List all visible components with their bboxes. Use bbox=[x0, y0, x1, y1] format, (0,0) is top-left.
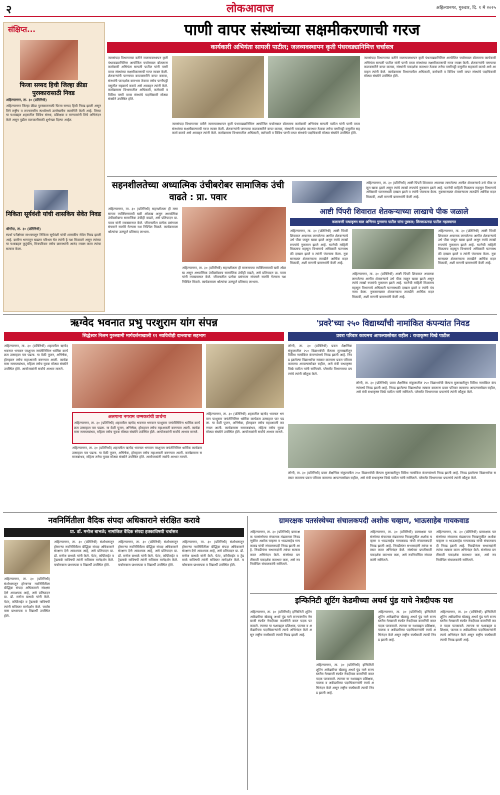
pravara-photo-group bbox=[288, 424, 496, 468]
page-number: २ bbox=[6, 3, 12, 16]
sidebar-photo-2 bbox=[34, 190, 68, 210]
ashti-photo bbox=[352, 229, 434, 269]
rigveda-body-3: अहिल्यानगर, ता. ३० (प्रतिनिधी) शहरातील ऋग्वेद भवनात भगवान परशुराम जयंतीनिमित्त धार्मिक कार्यक्रम उत्साहात पार पडला. या वेळी पूजन, अभिषेक, होमहवन तसेच महाआरती करण्यात आली. कार्यक्रमास समाजबांधव, महिला तसेच युवक मोठ्या संख्येने उपस्थित होते. आयोजकांनी सर्वांचे आभार मानले. bbox=[206, 412, 284, 435]
ip-body-3: अहिल्यानगर, ता. ३० (प्रतिनिधी) संशोधनातून होणाऱ्या नवनिर्मितीला बौद्धिक संपदा अधिकाराने संरक्षण देणे आवश्यक आहे, असे प्रतिपादन प्रा. डॉ. मनोज बाभळे यांनी केले. पेटंट, कॉपीराईट व ट्रेडमार्क याविषयी त्यांनी सविस्तर मार्गदर्शन केले. चर्चासत्रास प्राध्यापक व विद्यार्थी उपस्थित होते. bbox=[182, 540, 244, 567]
pawar-body-2: अहिल्यानगर, ता. ३० (प्रतिनिधी) सहनशीलता ही माणसाच्या व्यक्तिमत्त्वाची खरी ओळख असून अध्यात्मिक उंचीबरोबरच सामाजिक उंचीही वाढते, असे प्रतिपादन प्रा. पवार यांनी व्याख्यानात केले. जीवनातील प्रत्येक प्रसंगाला संयमाने सामोरे गेल्यास यश निश्चित मिळते. कार्यक्रमाला श्रोत्यांचा उत्स्फूर्त प्रतिसाद लाभला. bbox=[182, 266, 286, 284]
ip-body-2: अहिल्यानगर, ता. ३० (प्रतिनिधी) संशोधनातून होणाऱ्या नवनिर्मितीला बौद्धिक संपदा अधिकाराने संरक्षण देणे आवश्यक आहे, असे प्रतिपादन प्रा. डॉ. मनोज बाभळे यांनी केले. पेटंट, कॉपीराईट व ट्रेडमार्क याविषयी त्यांनी सविस्तर मार्गदर्शन केले. चर्चासत्रास प्राध्यापक व विद्यार्थी उपस्थित होते. bbox=[118, 540, 178, 567]
divider bbox=[107, 176, 497, 177]
ashok-photo bbox=[304, 530, 366, 590]
ashok-body-1: अहिल्यानगर, ता. ३० (प्रतिनिधी) ग्रामरक्षक पतसंस्थेच्या संचालक मंडळाच्या निवडणुकीत अशोक चव्हाण व भाऊसाहेब गायकवाड यांची संचालकपदी निवड झाली आहे. निवडीनंतर सभासदांनी त्यांचा सत्कार करत अभिनंदन केले. संस्थेच्या प्रगतीसाठी पारदर्शक कारभार करू, असे नवनिर्वाचित संचालकांनी सांगितले. bbox=[250, 530, 300, 567]
pravara-photo-top bbox=[356, 344, 496, 378]
infinity-headline: इन्फिनिटी शूटिंग केडमीच्या अथर्व पुंड याचे नेत्रदीपक यश bbox=[295, 596, 453, 605]
rigveda-photo-2 bbox=[206, 344, 284, 408]
divider bbox=[250, 593, 497, 594]
infinity-body-3: अहिल्यानगर, ता. ३० (प्रतिनिधी) इन्फिनिटी शूटिंग अकॅडमीचा खेळाडू अथर्व पुंड याने राज्यस्तरीय नेमबाजी स्पर्धेत नेत्रदीपक कामगिरी करत पदक पटकावले. त्याच्या या यशाबद्दल प्रशिक्षक, पालक व अकॅडमीच्या पदाधिकाऱ्यांनी त्याचे अभिनंदन केले असून राष्ट्रीय स्पर्धेसाठी त्याची निवड झाली आहे. bbox=[378, 610, 436, 642]
ashti-subhead: कलावन्ती राधाकृष्ण बाल अभिनय गुणवन्त पाटील यांना पुस्कार; लिल्लाऊनदा पाटील महास्वागत bbox=[290, 218, 498, 226]
ip-photo bbox=[4, 540, 50, 574]
sidebar-item-1-title: फिजा सय्यद हिची जिल्हा क्रीडा पुरस्कारासाठी निवड bbox=[19, 82, 88, 97]
ip-body-1: अहिल्यानगर, ता. ३० (प्रतिनिधी) संशोधनातून होणाऱ्या नवनिर्मितीला बौद्धिक संपदा अधिकाराने संरक्षण देणे आवश्यक आहे, असे प्रतिपादन प्रा. डॉ. मनोज बाभळे यांनी केले. पेटंट, कॉपीराईट व ट्रेडमार्क याविषयी त्यांनी सविस्तर मार्गदर्शन केले. चर्चासत्रास प्राध्यापक व विद्यार्थी उपस्थित होते. bbox=[54, 540, 114, 567]
lead-body-col2: जलसंपदा विभागाच्या वतीने जलव्यवस्थापन कृती पंधरवड्यानिमित्त आयोजित चर्चासत्रात बोलताना कार्यकारी अभियंता सायली पाटील यांनी पाणी वापर संस्थांच्या सक्षमीकरणाची गरज व्यक्त केली. शेतकऱ्यांनी पाण्याचा काटकसरीने वापर करावा, संस्थांनी पारदर्शक कारभार ठेवावा तसेच पाणीपट्टी वसुलीत सहकार्य करावे असे आवाहन त्यांनी केले. कार्यक्रमास विभागातील अधिकारी, कर्मचारी व विविध पाणी वापर संस्थांचे पदाधिकारी मोठ्या संख्येने उपस्थित होते. bbox=[172, 122, 360, 136]
pawar-headline: सहनशीलतेच्या अध्यात्मिक उंचीबरोबर सामाजिक उंची वाढते : प्रा. पवार bbox=[111, 181, 285, 203]
sidebar-item-1-byline: अहिल्यानगर, ता. ३० (प्रतिनिधी) bbox=[6, 98, 47, 102]
rigveda-photo bbox=[72, 344, 202, 408]
sidebar-item-2-body: स्पर्धा परीक्षेच्या माध्यमातून निकिता सूर्यवंशी यांची शासकीय सेवेत निवड झाली आहे. ग्रामीण भागातून खडतर परिश्रम घेत त्यांनी हे यश मिळवले असून त्यांच्या या यशाबद्दल कुटुंबीय, मित्रपरिवार तसेच ग्रामस्थांनी आनंद व्यक्त करत त्यांचा सत्कार केला. bbox=[6, 233, 101, 251]
lead-photo-1 bbox=[172, 56, 264, 118]
rigveda-subhead: सिद्धेश्वर निलम गुरुस्वामी मार्गदर्शनाखाली ११ नवविधीही दान्त्याचा सहभाग bbox=[4, 332, 284, 341]
ashti-photo-top bbox=[292, 181, 362, 203]
pawar-photo bbox=[182, 207, 286, 262]
ashti-body-2: अहिल्यानगर, ता. ३० (प्रतिनिधी) आष्टी पिंपरी शिवारात अचानक लागलेल्या आगीत शेतकऱ्याचे उभे पीक जळून खाक झाले असून त्यांचे लाखो रुपयांचे नुकसान झाले आहे. घटनेची माहिती मिळताच महसूल विभागाचे अधिकारी घटनास्थळी दाखल झाले व त्यांनी पंचनामा केला. नुकसानग्रस्त शेतकऱ्याला तातडीने आर्थिक मदत मिळावी, अशी मागणी ग्रामस्थांनी केली आहे. bbox=[352, 272, 434, 299]
sidebar-item-2-byline: श्रीगोंदा, ता. ३० (प्रतिनिधी) bbox=[6, 227, 41, 231]
sidebar-item-2-title: निकिता सूर्यवंशी यांची शासकिय सेवेत निवड bbox=[6, 211, 101, 218]
ashok-body-2: अहिल्यानगर, ता. ३० (प्रतिनिधी) ग्रामरक्षक पतसंस्थेच्या संचालक मंडळाच्या निवडणुकीत अशोक चव्हाण व भाऊसाहेब गायकवाड यांची संचालकपदी निवड झाली आहे. निवडीनंतर सभासदांनी त्यांचा सत्कार करत अभिनंदन केले. संस्थेच्या प्रगतीसाठी पारदर्शक कारभार करू, असे नवनिर्वाचित संचालकांनी सांगितले. bbox=[370, 530, 432, 562]
ashti-body-1: अहिल्यानगर, ता. ३० (प्रतिनिधी) आष्टी पिंपरी शिवारात अचानक लागलेल्या आगीत शेतकऱ्याचे उभे पीक जळून खाक झाले असून त्यांचे लाखो रुपयांचे नुकसान झाले आहे. घटनेची माहिती मिळताच महसूल विभागाचे अधिकारी घटनास्थळी दाखल झाले व त्यांनी पंचनामा केला. नुकसानग्रस्त शेतकऱ्याला तातडीने आर्थिक मदत मिळावी, अशी मागणी ग्रामस्थांनी केली आहे. bbox=[290, 229, 348, 266]
ip-body-0: अहिल्यानगर, ता. ३० (प्रतिनिधी) संशोधनातून होणाऱ्या नवनिर्मितीला बौद्धिक संपदा अधिकाराने संरक्षण देणे आवश्यक आहे, असे प्रतिपादन प्रा. डॉ. मनोज बाभळे यांनी केले. पेटंट, कॉपीराईट व ट्रेडमार्क याविषयी त्यांनी सविस्तर मार्गदर्शन केले. चर्चासत्रास प्राध्यापक व विद्यार्थी उपस्थित होते. bbox=[4, 577, 50, 618]
lead-photo-2 bbox=[268, 56, 360, 118]
column-divider bbox=[247, 516, 248, 790]
ip-headline: नवनिर्मितीला वैदिक संपदा अधिकाराने संरक्षित करावे bbox=[48, 516, 200, 525]
pravara-headline: 'प्रवरे'च्या २५० विद्यार्थ्यांची नामांकित कंपन्यांत निवड bbox=[316, 318, 470, 328]
sidebar-label: संक्षिप्त... bbox=[8, 25, 36, 34]
ashti-headline: आष्टी पिंपरी शिवारात शेतकऱ्याच्या लाखाचे पीक जळाले bbox=[319, 207, 469, 216]
ashti-body-3: अहिल्यानगर, ता. ३० (प्रतिनिधी) आष्टी पिंपरी शिवारात अचानक लागलेल्या आगीत शेतकऱ्याचे उभे पीक जळून खाक झाले असून त्यांचे लाखो रुपयांचे नुकसान झाले आहे. घटनेची माहिती मिळताच महसूल विभागाचे अधिकारी घटनास्थळी दाखल झाले व त्यांनी पंचनामा केला. नुकसानग्रस्त शेतकऱ्याला तातडीने आर्थिक मदत मिळावी, अशी मागणी ग्रामस्थांनी केली आहे. bbox=[438, 229, 496, 266]
pravara-body-2: लोणी, ता. ३० (प्रतिनिधी) प्रवरा शैक्षणिक संकुलातील २५० विद्यार्थ्यांची कॅम्पस मुलाखतीतून विविध नामांकित कंपन्यांमध्ये निवड झाली आहे. निवड झालेल्या विद्यार्थ्यांचा सत्कार करताना प्रवरा परिवार कायमच आपल्यासोबत राहील, असे मंत्री राधाकृष्ण विखे पाटील यांनी सांगितले. प्लेसमेंट विभागाच्या प्रयत्नांचे त्यांनी कौतुक केले. bbox=[356, 381, 496, 395]
ashok-headline: ग्रामरक्षक पतसंस्थेच्या संचालकपदी अशोक चव्हाण, भाऊसाहेब गायकवाड bbox=[279, 516, 469, 525]
lead-headline: पाणी वापर संस्थांच्या सक्षमीकरणाची गरज bbox=[184, 21, 420, 39]
infinity-photo bbox=[316, 610, 374, 660]
divider bbox=[3, 314, 497, 315]
masthead-date: अहिल्यानगर, गुरुवार, दि. १ मे २०२५ bbox=[436, 6, 496, 11]
pravara-body-3: लोणी, ता. ३० (प्रतिनिधी) प्रवरा शैक्षणिक संकुलातील २५० विद्यार्थ्यांची कॅम्पस मुलाखतीतून विविध नामांकित कंपन्यांमध्ये निवड झाली आहे. निवड झालेल्या विद्यार्थ्यांचा सत्कार करताना प्रवरा परिवार कायमच आपल्यासोबत राहील, असे मंत्री राधाकृष्ण विखे पाटील यांनी सांगितले. प्लेसमेंट विभागाच्या प्रयत्नांचे त्यांनी कौतुक केले. bbox=[288, 471, 496, 480]
pawar-body: अहिल्यानगर, ता. ३० (प्रतिनिधी) सहनशीलता ही माणसाच्या व्यक्तिमत्त्वाची खरी ओळख असून अध्यात्मिक उंचीबरोबरच सामाजिक उंचीही वाढते, असे प्रतिपादन प्रा. पवार यांनी व्याख्यानात केले. जीवनातील प्रत्येक प्रसंगाला संयमाने सामोरे गेल्यास यश निश्चित मिळते. कार्यक्रमाला श्रोत्यांचा उत्स्फूर्त प्रतिसाद लाभला. bbox=[108, 207, 178, 234]
masthead-logo: लोकआवाज bbox=[226, 2, 274, 15]
sidebar-photo-1 bbox=[20, 40, 78, 80]
lead-body-col3: जलसंपदा विभागाच्या वतीने जलव्यवस्थापन कृती पंधरवड्यानिमित्त आयोजित चर्चासत्रात बोलताना कार्यकारी अभियंता सायली पाटील यांनी पाणी वापर संस्थांच्या सक्षमीकरणाची गरज व्यक्त केली. शेतकऱ्यांनी पाण्याचा काटकसरीने वापर करावा, संस्थांनी पारदर्शक कारभार ठेवावा तसेच पाणीपट्टी वसुलीत सहकार्य करावे असे आवाहन त्यांनी केले. कार्यक्रमास विभागातील अधिकारी, कर्मचारी व विविध पाणी वापर संस्थांचे पदाधिकारी मोठ्या संख्येने उपस्थित होते. bbox=[364, 56, 496, 79]
rigveda-headline: ऋग्वेद भवनात प्रभु परशुराम यांग संपन्न bbox=[70, 317, 218, 329]
ashti-top-text: अहिल्यानगर, ता. ३० (प्रतिनिधी) आष्टी पिंपरी शिवारात अचानक लागलेल्या आगीत शेतकऱ्याचे उभे पीक जळून खाक झाले असून त्यांचे लाखो रुपयांचे नुकसान झाले आहे. घटनेची माहिती मिळताच महसूल विभागाचे अधिकारी घटनास्थळी दाखल झाले व त्यांनी पंचनामा केला. नुकसानग्रस्त शेतकऱ्याला तातडीने आर्थिक मदत मिळावी, अशी मागणी ग्रामस्थांनी केली आहे. bbox=[366, 181, 496, 199]
rigveda-inset-title: अलगाना नगराम धम्मकरांची प्रार्थना bbox=[107, 415, 167, 420]
ip-subhead: प्रा. डॉ. मनोज बाभळे; नामांकित वैदिक संपदा हक्काविषयी चर्चासत्र bbox=[4, 528, 244, 537]
rigveda-inset-text: अहिल्यानगर, ता. ३० (प्रतिनिधी) शहरातील ऋग्वेद भवनात भगवान परशुराम जयंतीनिमित्त धार्मिक कार्यक्रम उत्साहात पार पडला. या वेळी पूजन, अभिषेक, होमहवन तसेच महाआरती करण्यात आली. कार्यक्रमास समाजबांधव, महिला तसेच युवक मोठ्या संख्येने उपस्थित होते. आयोजकांनी सर्वांचे आभार मानले. bbox=[74, 421, 200, 435]
lead-body-col1: जलसंपदा विभागाच्या वतीने जलव्यवस्थापन कृती पंधरवड्यानिमित्त आयोजित चर्चासत्रात बोलताना कार्यकारी अभियंता सायली पाटील यांनी पाणी वापर संस्थांच्या सक्षमीकरणाची गरज व्यक्त केली. शेतकऱ्यांनी पाण्याचा काटकसरीने वापर करावा, संस्थांनी पारदर्शक कारभार ठेवावा तसेच पाणीपट्टी वसुलीत सहकार्य करावे असे आवाहन त्यांनी केले. कार्यक्रमास विभागातील अधिकारी, कर्मचारी व विविध पाणी वापर संस्थांचे पदाधिकारी मोठ्या संख्येने उपस्थित होते. bbox=[108, 56, 168, 102]
lead-subhead: कार्यकारी अभियंता सायली पाटील; जलव्यवस्थापन कृती पंधरवड्यानिमित्त चर्चासत्र bbox=[107, 42, 497, 53]
rigveda-body-2: अहिल्यानगर, ता. ३० (प्रतिनिधी) शहरातील ऋग्वेद भवनात भगवान परशुराम जयंतीनिमित्त धार्मिक कार्यक्रम उत्साहात पार पडला. या वेळी पूजन, अभिषेक, होमहवन तसेच महाआरती करण्यात आली. कार्यक्रमास समाजबांधव, महिला तसेच युवक मोठ्या संख्येने उपस्थित होते. आयोजकांनी सर्वांचे आभार मानले. bbox=[72, 446, 202, 460]
masthead-rule bbox=[4, 16, 496, 17]
infinity-body-2: अहिल्यानगर, ता. ३० (प्रतिनिधी) इन्फिनिटी शूटिंग अकॅडमीचा खेळाडू अथर्व पुंड याने राज्यस्तरीय नेमबाजी स्पर्धेत नेत्रदीपक कामगिरी करत पदक पटकावले. त्याच्या या यशाबद्दल प्रशिक्षक, पालक व अकॅडमीच्या पदाधिकाऱ्यांनी त्याचे अभिनंदन केले असून राष्ट्रीय स्पर्धेसाठी त्याची निवड झाली आहे. bbox=[316, 663, 374, 695]
ashok-body-3: अहिल्यानगर, ता. ३० (प्रतिनिधी) ग्रामरक्षक पतसंस्थेच्या संचालक मंडळाच्या निवडणुकीत अशोक चव्हाण व भाऊसाहेब गायकवाड यांची संचालकपदी निवड झाली आहे. निवडीनंतर सभासदांनी त्यांचा सत्कार करत अभिनंदन केले. संस्थेच्या प्रगतीसाठी पारदर्शक कारभार करू, असे नवनिर्वाचित संचालकांनी सांगितले. bbox=[436, 530, 496, 562]
pravara-subhead: प्रवरा परिवार कायमच आपल्यासोबत राहील : राधाकृष्ण विखे पाटील bbox=[288, 332, 498, 341]
sidebar-item-1-body: अहिल्यानगर जिल्हा क्रीडा पुरस्कारासाठी फिजा सय्यद हिची निवड झाली असून तिने राष्ट्रीय व राज्यस्तरीय स्पर्धांमध्ये उल्लेखनीय कामगिरी केली आहे. तिच्या या यशाबद्दल शहरातील विविध संस्था, प्रशिक्षक व मान्यवरांनी तिचे अभिनंदन केले असून पुढील वाटचालीसाठी शुभेच्छा दिल्या आहेत. bbox=[6, 104, 101, 122]
pravara-body-1: लोणी, ता. ३० (प्रतिनिधी) प्रवरा शैक्षणिक संकुलातील २५० विद्यार्थ्यांची कॅम्पस मुलाखतीतून विविध नामांकित कंपन्यांमध्ये निवड झाली आहे. निवड झालेल्या विद्यार्थ्यांचा सत्कार करताना प्रवरा परिवार कायमच आपल्यासोबत राहील, असे मंत्री राधाकृष्ण विखे पाटील यांनी सांगितले. प्लेसमेंट विभागाच्या प्रयत्नांचे त्यांनी कौतुक केले. bbox=[288, 344, 352, 376]
divider bbox=[3, 512, 497, 513]
infinity-body-4: अहिल्यानगर, ता. ३० (प्रतिनिधी) इन्फिनिटी शूटिंग अकॅडमीचा खेळाडू अथर्व पुंड याने राज्यस्तरीय नेमबाजी स्पर्धेत नेत्रदीपक कामगिरी करत पदक पटकावले. त्याच्या या यशाबद्दल प्रशिक्षक, पालक व अकॅडमीच्या पदाधिकाऱ्यांनी त्याचे अभिनंदन केले असून राष्ट्रीय स्पर्धेसाठी त्याची निवड झाली आहे. bbox=[440, 610, 496, 642]
rigveda-body-1: अहिल्यानगर, ता. ३० (प्रतिनिधी) शहरातील ऋग्वेद भवनात भगवान परशुराम जयंतीनिमित्त धार्मिक कार्यक्रम उत्साहात पार पडला. या वेळी पूजन, अभिषेक, होमहवन तसेच महाआरती करण्यात आली. कार्यक्रमास समाजबांधव, महिला तसेच युवक मोठ्या संख्येने उपस्थित होते. आयोजकांनी सर्वांचे आभार मानले. bbox=[4, 344, 68, 371]
infinity-body-1: अहिल्यानगर, ता. ३० (प्रतिनिधी) इन्फिनिटी शूटिंग अकॅडमीचा खेळाडू अथर्व पुंड याने राज्यस्तरीय नेमबाजी स्पर्धेत नेत्रदीपक कामगिरी करत पदक पटकावले. त्याच्या या यशाबद्दल प्रशिक्षक, पालक व अकॅडमीच्या पदाधिकाऱ्यांनी त्याचे अभिनंदन केले असून राष्ट्रीय स्पर्धेसाठी त्याची निवड झाली आहे. bbox=[250, 610, 312, 637]
